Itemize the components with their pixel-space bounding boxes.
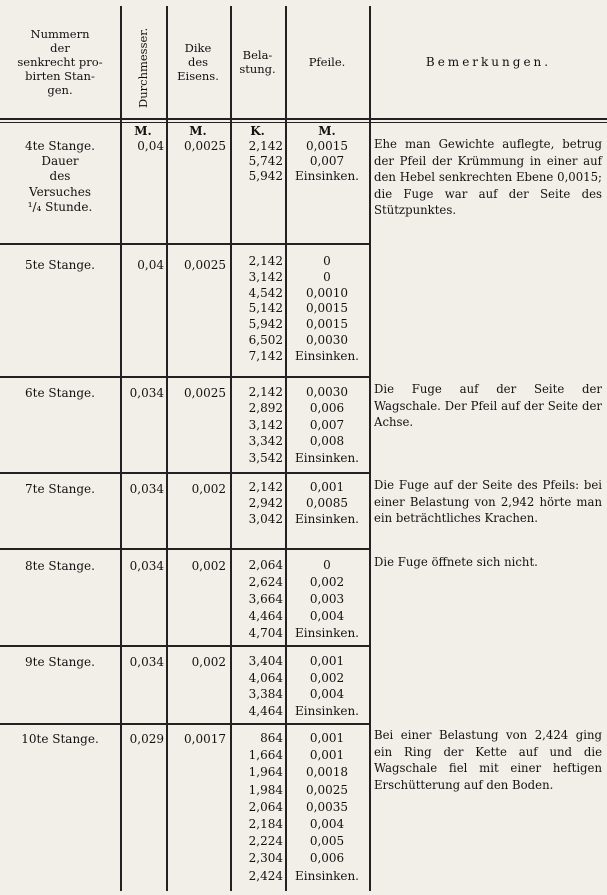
row-7-sep <box>0 548 370 550</box>
row-4-remark: Ehe man Gewichte auflegte, betrug der Pfeil der Krümmung in einer auf den Hebel senkrechten Ebene 0,0015; die Fuge war auf der Seite des Stützpunktes. <box>374 137 602 217</box>
row-6-remark: Die Fuge auf der Seite der Wagschale. Der Pfeil auf der Seite der Achse. <box>374 382 602 429</box>
row-4-thickness: 0,0025 <box>184 139 226 153</box>
row-10-thickness: 0,0017 <box>184 732 226 746</box>
header-col6: Bemerkungen. <box>425 55 552 69</box>
row-5-loads: 2,142 3,142 4,542 5,142 5,942 6,502 7,142 <box>248 254 283 363</box>
row-7-remark: Die Fuge auf der Seite des Pfeils: bei einer Belastung von 2,942 hörte man ein beträchtliches Krachen. <box>374 478 602 525</box>
row-9-thickness: 0,002 <box>191 655 226 669</box>
row-9-label: 9te Stange. <box>25 655 95 669</box>
row-9-diameter: 0,034 <box>129 655 164 669</box>
row-5-diameter: 0,04 <box>137 258 164 272</box>
header-rule <box>0 118 607 120</box>
row-10-diameter: 0,029 <box>129 732 164 746</box>
row-8-thickness: 0,002 <box>191 559 226 573</box>
row-4-loads: 2,142 5,742 5,942 <box>248 139 283 184</box>
row-7-label: 7te Stange. <box>25 482 95 496</box>
row-9-arrows: 0,001 0,002 0,004 Einsinken. <box>295 654 359 718</box>
header-col4: Bela- stung. <box>239 48 276 76</box>
row-8-remark: Die Fuge öffnete sich nicht. <box>374 555 538 569</box>
row-6-sep <box>0 472 370 474</box>
rule-col-5 <box>369 6 371 891</box>
header-col1: Nummern der senkrecht pro- birten Stan- gen. <box>17 27 103 97</box>
header-col5: Pfeile. <box>308 55 346 69</box>
row-8-loads: 2,064 2,624 3,664 4,464 4,704 <box>248 558 283 640</box>
unit-col3: M. <box>189 124 207 138</box>
row-4-sep <box>0 243 370 245</box>
row-5-arrows: 0 0 0,0010 0,0015 0,0015 0,0030 Einsinken. <box>295 254 359 363</box>
row-8-arrows: 0 0,002 0,003 0,004 Einsinken. <box>295 558 359 640</box>
unit-col2: M. <box>134 124 152 138</box>
row-6-arrows: 0,0030 0,006 0,007 0,008 Einsinken. <box>295 385 359 465</box>
header-col3: Dike des Eisens. <box>177 41 219 83</box>
row-9-loads: 3,404 4,064 3,384 4,464 <box>248 654 283 718</box>
row-5-label: 5te Stange. <box>25 258 95 272</box>
header-rule-2 <box>0 122 607 123</box>
unit-col5: M. <box>318 124 336 138</box>
row-7-thickness: 0,002 <box>191 482 226 496</box>
row-6-thickness: 0,0025 <box>184 386 226 400</box>
row-10-remark: Bei einer Belastung von 2,424 ging ein Ring der Kette auf und die Wagschale fiel mit einer heftigen Erschütterung auf den Boden. <box>374 728 602 792</box>
row-10-label: 10te Stange. <box>21 732 99 746</box>
row-4-diameter: 0,04 <box>137 139 164 153</box>
row-5-thickness: 0,0025 <box>184 258 226 272</box>
row-7-diameter: 0,034 <box>129 482 164 496</box>
row-7-arrows: 0,001 0,0085 Einsinken. <box>295 480 359 526</box>
row-6-diameter: 0,034 <box>129 386 164 400</box>
unit-col4: K. <box>250 124 265 138</box>
row-4-label: 4te Stange. Dauer des Versuches ¹/₄ Stunde. <box>25 139 95 214</box>
row-8-label: 8te Stange. <box>25 559 95 573</box>
row-5-sep <box>0 376 370 378</box>
row-6-label: 6te Stange. <box>25 386 95 400</box>
row-7-loads: 2,142 2,942 3,042 <box>248 480 283 526</box>
row-10-loads: 864 1,664 1,964 1,984 2,064 2,184 2,224 2,304 2,424 <box>248 731 283 883</box>
row-4-arrows: 0,0015 0,007 Einsinken. <box>295 139 359 184</box>
row-6-loads: 2,142 2,892 3,142 3,342 3,542 <box>248 385 283 465</box>
header-col2: Durchmesser. <box>136 27 150 108</box>
row-8-sep <box>0 645 370 647</box>
row-10-arrows: 0,001 0,001 0,0018 0,0025 0,0035 0,004 0,005 0,006 Einsinken. <box>295 731 359 883</box>
row-8-diameter: 0,034 <box>129 559 164 573</box>
row-9-sep <box>0 723 370 725</box>
